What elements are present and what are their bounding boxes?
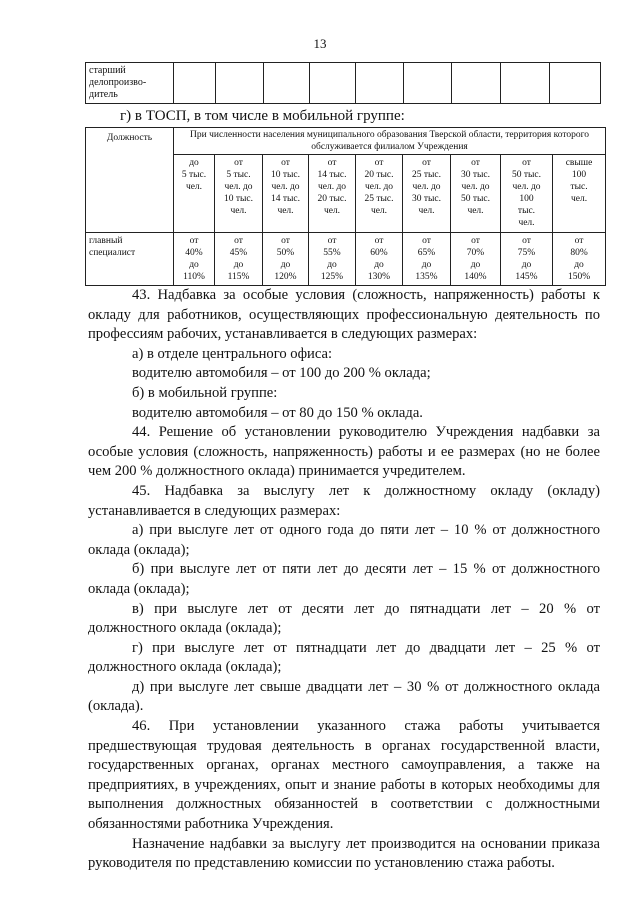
range-line: от	[471, 158, 480, 168]
table-header-row	[86, 128, 606, 155]
value-line: 40%	[185, 248, 203, 258]
range-line: чел.	[518, 218, 535, 228]
range-line: чел. до	[271, 182, 300, 192]
value-line: от	[189, 236, 199, 246]
row-label-line: специалист	[89, 248, 136, 258]
position-cell	[86, 63, 174, 104]
value-line: 120%	[274, 272, 297, 282]
range-line: чел.	[185, 182, 203, 192]
paragraph: 46. При установлении указанного стажа работы учитывается предшествующая трудовая деятельность в органах государственной власти, государственных органах, органах местного самоуправления, а также на предприятиях, в учреждениях, опыт и знание работы в которых необходимы для выполнения должностных обязанностей в соответствии с должностными обязанностями работника Учреждения.	[88, 718, 600, 833]
value-line: от	[281, 236, 290, 246]
paragraph: водителю автомобиля – от 100 до 200 % оклада;	[132, 365, 431, 382]
value-line: от	[327, 236, 337, 246]
population-range-cell	[263, 155, 309, 233]
top-table	[85, 62, 601, 104]
allowance-table	[85, 127, 606, 286]
range-line: от	[374, 158, 384, 168]
allowance-value-cell	[501, 233, 553, 286]
empty-cell	[310, 63, 356, 104]
range-line: 30 тыс.	[411, 194, 441, 204]
value-line: 130%	[367, 272, 391, 282]
paragraph: а) в отделе центрального офиса:	[132, 345, 333, 362]
value-line: от	[422, 236, 431, 246]
range-line: 5 тыс.	[226, 170, 251, 180]
empty-cell	[216, 63, 264, 104]
paragraph: в) при выслуге лет от десяти лет до пятнадцати лет – 20 % от должностного оклада (оклада);	[88, 600, 600, 637]
allowance-value-cell	[309, 233, 356, 286]
range-line: 50 тыс.	[511, 170, 541, 180]
allowance-value-cell	[356, 233, 403, 286]
value-line: 115%	[227, 272, 250, 282]
allowance-value-cell	[451, 233, 501, 286]
range-line: 10 тыс.	[270, 170, 300, 180]
value-line: 60%	[370, 248, 388, 258]
value-line: 135%	[415, 272, 438, 282]
range-line: от	[327, 158, 337, 168]
position-line: старший	[89, 65, 126, 76]
value-line: от	[471, 236, 480, 246]
row-label	[86, 233, 174, 286]
allowance-value-cell	[215, 233, 263, 286]
paragraph: б) при выслуге лет от пяти лет до десяти лет – 15 % от должностного оклада (оклада);	[88, 561, 600, 597]
value-line: от	[574, 236, 584, 246]
row-label-line: главный	[89, 236, 123, 246]
range-line: чел. до	[224, 182, 253, 192]
range-line: чел.	[467, 206, 484, 216]
range-line: чел.	[323, 206, 341, 216]
range-line: от	[422, 158, 431, 168]
range-line: свыше	[565, 158, 593, 168]
empty-cell	[404, 63, 452, 104]
document-body	[88, 286, 600, 874]
paragraph: г) при выслуге лет от пятнадцати лет до двадцати лет – 25 % от должностного оклада (оклада);	[88, 639, 600, 676]
range-line: чел. до	[461, 182, 490, 192]
population-range-cell	[451, 155, 501, 233]
position-header: Должность	[86, 128, 174, 233]
range-line: 10 тыс.	[223, 194, 253, 204]
value-line: 150%	[567, 272, 591, 282]
value-line: от	[234, 236, 243, 246]
value-line: до	[374, 260, 384, 270]
range-line: до	[189, 158, 199, 168]
value-line: от	[374, 236, 384, 246]
range-line: чел.	[418, 206, 435, 216]
range-line: 30 тыс.	[460, 170, 490, 180]
range-line: чел. до	[512, 182, 541, 192]
value-line: 55%	[323, 248, 341, 258]
page-number: 13	[313, 36, 327, 51]
range-line: чел.	[570, 194, 588, 204]
range-line: чел. до	[364, 182, 394, 192]
range-line: 14 тыс.	[270, 194, 300, 204]
range-line: 14 тыс.	[317, 170, 347, 180]
paragraph: б) в мобильной группе:	[132, 384, 278, 401]
paragraph: водителю автомобиля – от 80 до 150 % оклада.	[132, 404, 423, 421]
population-range-cell	[356, 155, 403, 233]
value-line: до	[189, 260, 199, 270]
value-line: до	[233, 260, 244, 270]
range-line: 20 тыс.	[364, 170, 394, 180]
allowance-value-cell	[263, 233, 309, 286]
population-range-cell	[403, 155, 451, 233]
empty-cell	[550, 63, 601, 104]
range-line: чел. до	[317, 182, 347, 192]
value-line: от	[522, 236, 531, 246]
range-line: от	[281, 158, 290, 168]
table-row	[86, 63, 601, 104]
range-line: 100	[571, 170, 587, 180]
range-line: 20 тыс.	[317, 194, 347, 204]
empty-cell	[174, 63, 216, 104]
position-line: дитель	[89, 89, 118, 100]
allowance-value-cell	[403, 233, 451, 286]
value-line: 65%	[417, 248, 436, 258]
paragraph: 44. Решение об установлении руководителю Учреждения надбавки за особые условия (сложность, напряженность) работы и ее размерах (но не более чем 200 % должностного оклада) принимается учредителем.	[88, 424, 600, 480]
value-line: 75%	[517, 248, 536, 258]
value-line: до	[521, 260, 532, 270]
range-line: 25 тыс.	[364, 194, 394, 204]
range-line: от	[234, 158, 243, 168]
value-line: до	[421, 260, 432, 270]
paragraph: Назначение надбавки за выслугу лет производится на основании приказа руководителя по представлению комиссии по установлению стажа работы.	[88, 835, 600, 872]
value-line: 80%	[570, 248, 588, 258]
paragraph: д) при выслуге лет свыше двадцати лет – 30 % от должностного оклада (оклада).	[88, 678, 600, 715]
range-line: тыс.	[570, 182, 588, 192]
allowance-value-cell	[553, 233, 606, 286]
value-line: до	[280, 260, 291, 270]
value-line: до	[574, 260, 584, 270]
value-line: до	[470, 260, 481, 270]
value-line: 50%	[276, 248, 295, 258]
empty-cell	[264, 63, 310, 104]
range-line: 50 тыс.	[460, 194, 490, 204]
allowance-value-cell	[174, 233, 215, 286]
range-line: 100	[519, 194, 534, 204]
population-header: При численности населения муниципального образования Тверской области, территория которого обслуживается филиалом Учреждения	[174, 128, 606, 155]
range-line: тыс.	[517, 206, 536, 216]
range-line: чел.	[370, 206, 388, 216]
value-line: 140%	[464, 272, 487, 282]
value-line: до	[327, 260, 337, 270]
value-line: 125%	[320, 272, 344, 282]
paragraph: 43. Надбавка за особые условия (сложность, напряженность) работы к окладу для работников, осуществляющих профессиональную деятельность по профессиям рабочих, устанавливается в следующих размерах:	[88, 287, 600, 343]
range-line: чел.	[230, 206, 247, 216]
range-line: чел.	[277, 206, 294, 216]
value-line: 45%	[229, 248, 248, 258]
table-row	[86, 233, 606, 286]
empty-cell	[501, 63, 550, 104]
position-line: делопроизво-	[89, 77, 147, 88]
value-line: 145%	[515, 272, 538, 282]
paragraph: 45. Надбавка за выслугу лет к должностному окладу (окладу) устанавливается в следующих размерах:	[88, 482, 600, 519]
population-range-cell	[553, 155, 606, 233]
empty-cell	[452, 63, 501, 104]
empty-cell	[356, 63, 404, 104]
value-line: 70%	[466, 248, 485, 258]
population-range-cell	[174, 155, 215, 233]
population-range-cell	[215, 155, 263, 233]
range-line: 25 тыс.	[411, 170, 441, 180]
range-line: чел. до	[412, 182, 441, 192]
value-line: 110%	[183, 272, 205, 282]
range-line: от	[522, 158, 531, 168]
population-range-cell	[501, 155, 553, 233]
section-title: г) в ТОСП, в том числе в мобильной группе:	[120, 108, 405, 124]
paragraph: а) при выслуге лет от одного года до пяти лет – 10 % от должностного оклада (оклада);	[88, 522, 600, 558]
range-line: 5 тыс.	[181, 170, 207, 180]
population-range-cell	[309, 155, 356, 233]
